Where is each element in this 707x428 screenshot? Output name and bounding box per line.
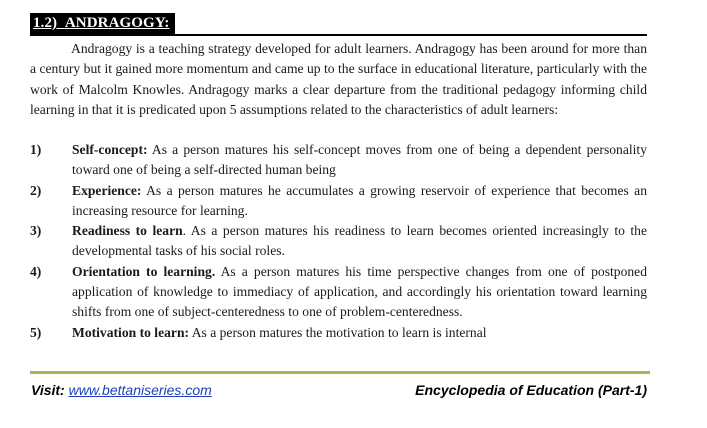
list-item (30, 262, 647, 323)
list-item (30, 323, 647, 343)
list-number: 3) (30, 223, 42, 239)
list-term: Orientation to learning. (72, 263, 216, 279)
visit-label: Visit: (31, 382, 69, 398)
website-link[interactable]: www.bettaniseries.com (68, 382, 212, 398)
section-heading-text (33, 15, 169, 32)
list-term: Experience: (72, 182, 142, 198)
list-text: . As a person matures his readiness to learn becomes oriented increasingly to the developmental tasks of his social roles. (72, 223, 648, 259)
list-term: Self-concept: (72, 142, 148, 157)
list-item (30, 140, 647, 181)
assumptions-list (30, 140, 647, 343)
list-item (30, 181, 647, 222)
list-number: 5) (30, 324, 42, 340)
list-number: 1) (30, 142, 42, 157)
section-heading (30, 13, 175, 34)
list-term: Readiness to learn (72, 223, 183, 239)
section-title: ANDRAGOGY: (64, 15, 170, 31)
list-text: As a person matures his self-concept moves from one of being a dependent personality toward one of being a self-directed human being (72, 142, 647, 178)
book-title: Encyclopedia of Education (Part-1) (415, 382, 647, 398)
list-item (30, 221, 647, 262)
list-number: 4) (30, 263, 42, 279)
section-number: 1.2) (33, 15, 58, 31)
heading-rule (30, 34, 647, 36)
list-term: Motivation to learn: (72, 324, 190, 340)
footer-rule (30, 371, 650, 374)
intro-paragraph: Andragogy is a teaching strategy developed for adult learners. Andragogy has been around for more than a century but it gained more momentum and came up to the surface in educational literature, particularly with the work of Malcolm Knowles. Andragogy marks a clear departure from the traditional pedagogy informing child learning in that it is predicated upon 5 assumptions related to the characteristics of adult learners: (30, 41, 647, 117)
list-number: 2) (30, 182, 42, 198)
footer-visit (31, 382, 212, 398)
list-text: As a person matures he accumulates a growing reservoir of experience that becomes an increasing resource for learning. (72, 182, 647, 218)
list-text: As a person matures the motivation to learn is internal (189, 324, 487, 340)
list-text: As a person matures his time perspective changes from one of postponed application of knowledge to immediacy of application, and accordingly his orientation toward learning shifts from one of subject-centeredness to one of problem-centeredness. (72, 263, 647, 320)
